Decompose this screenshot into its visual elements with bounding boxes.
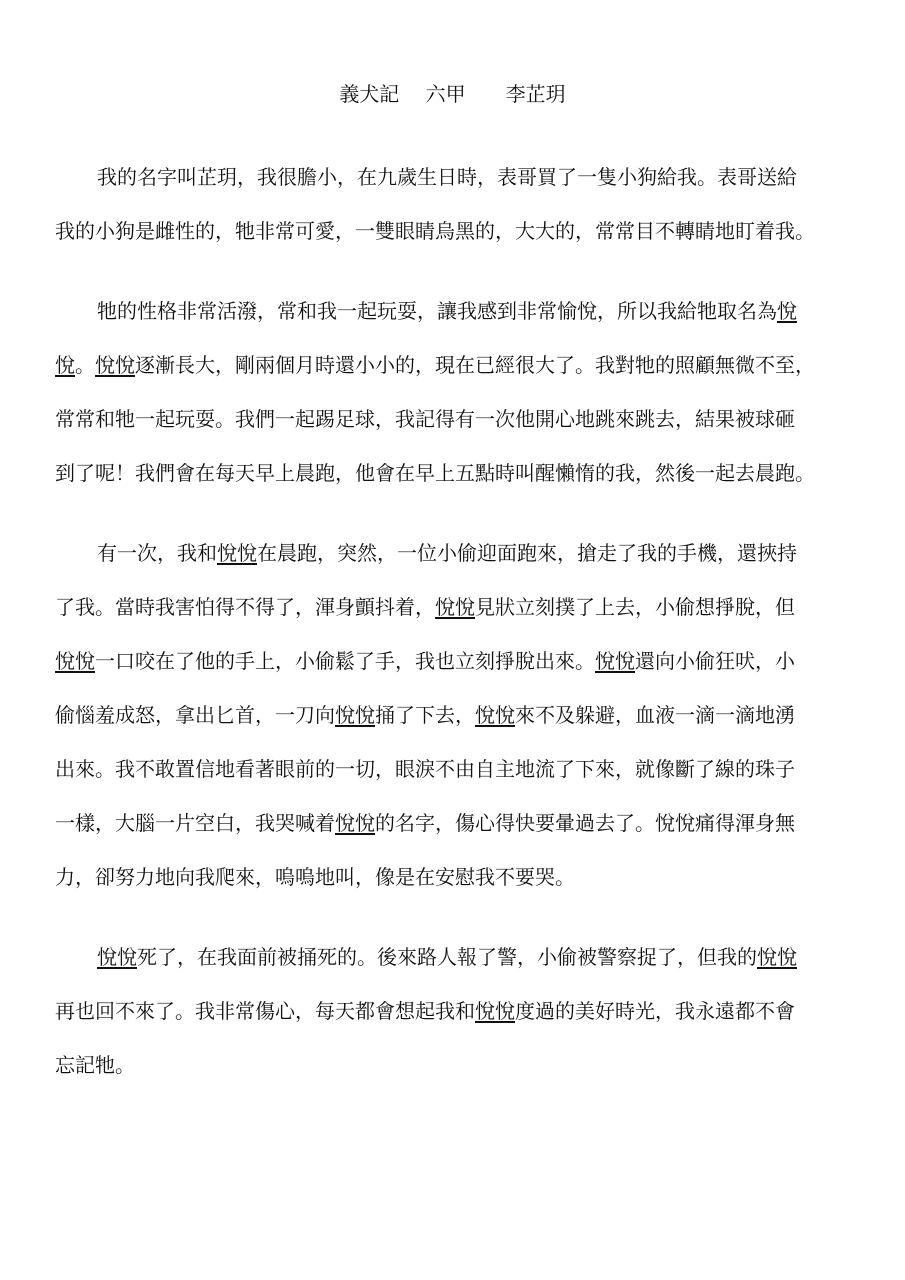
text-segment: 度過的美好時光，我永遠都不會 bbox=[515, 999, 795, 1023]
underlined-name: 悅悅 bbox=[475, 703, 515, 727]
underlined-name: 悅悅 bbox=[475, 999, 515, 1023]
text-segment: 逐漸長大，剛兩個月時還小小的，現在已經很大了。我對牠的照顧無微不至， bbox=[135, 353, 815, 377]
text-line bbox=[55, 338, 850, 392]
underlined-name: 悅悅 bbox=[335, 811, 375, 835]
text-line bbox=[55, 688, 850, 742]
text-line bbox=[55, 446, 850, 500]
text-line bbox=[55, 392, 850, 446]
text-segment: 一樣，大腦一片空白，我哭喊着 bbox=[55, 811, 335, 835]
underlined-name: 悅悅 bbox=[95, 353, 135, 377]
text-segment: 出來。我不敢置信地看著眼前的一切，眼淚不由自主地流了下來，就像斷了線的珠子 bbox=[55, 757, 795, 781]
text-segment: 力，卻努力地向我爬來，嗚嗚地叫，像是在安慰我不要哭。 bbox=[55, 865, 575, 889]
paragraph bbox=[55, 526, 850, 904]
underlined-name: 悅悅 bbox=[435, 595, 475, 619]
text-segment: 一口咬在了他的手上，小偷鬆了手，我也立刻掙脫出來。 bbox=[95, 649, 595, 673]
text-segment: 在晨跑，突然，一位小偷迎面跑來，搶走了我的手機，還挾持 bbox=[257, 541, 797, 565]
text-segment: 有一次，我和 bbox=[97, 541, 217, 565]
text-line bbox=[55, 580, 850, 634]
paragraph bbox=[55, 284, 850, 500]
text-line bbox=[55, 284, 850, 338]
text-segment: 還向小偷狂吠，小 bbox=[635, 649, 795, 673]
essay-body bbox=[55, 150, 850, 1118]
text-line bbox=[55, 1038, 850, 1092]
underlined-name: 悅悅 bbox=[97, 945, 137, 969]
text-segment: 到了呢！我們會在每天早上晨跑，他會在早上五點時叫醒懶惰的我，然後一起去晨跑。 bbox=[55, 461, 815, 485]
paragraph bbox=[55, 930, 850, 1092]
underlined-name: 悅悅 bbox=[335, 703, 375, 727]
underlined-name: 悅悅 bbox=[757, 945, 797, 969]
underlined-name: 悅 bbox=[55, 353, 75, 377]
text-line bbox=[55, 930, 850, 984]
text-line bbox=[55, 634, 850, 688]
text-segment: 牠的性格非常活潑，常和我一起玩耍，讓我感到非常愉悅，所以我給牠取名為 bbox=[97, 299, 777, 323]
text-segment: 死了，在我面前被捅死的。後來路人報了警，小偷被警察捉了，但我的 bbox=[137, 945, 757, 969]
text-segment: 常常和牠一起玩耍。我們一起踢足球，我記得有一次他開心地跳來跳去，結果被球砸 bbox=[55, 407, 795, 431]
text-line bbox=[55, 526, 850, 580]
text-segment: 再也回不來了。我非常傷心，每天都會想起我和 bbox=[55, 999, 475, 1023]
text-segment: 。 bbox=[75, 353, 95, 377]
underlined-name: 悅 bbox=[777, 299, 797, 323]
text-segment: 見狀立刻撲了上去，小偷想掙脫，但 bbox=[475, 595, 795, 619]
underlined-name: 悅悅 bbox=[595, 649, 635, 673]
text-segment: 了我。當時我害怕得不得了，渾身顫抖着， bbox=[55, 595, 435, 619]
text-line bbox=[55, 204, 850, 258]
text-segment: 捅了下去， bbox=[375, 703, 475, 727]
text-line bbox=[55, 150, 850, 204]
text-segment: 我的名字叫芷玥，我很膽小，在九歲生日時，表哥買了一隻小狗給我。表哥送給 bbox=[97, 165, 797, 189]
text-line bbox=[55, 984, 850, 1038]
underlined-name: 悅悅 bbox=[55, 649, 95, 673]
text-line bbox=[55, 850, 850, 904]
text-segment: 我的小狗是雌性的，牠非常可愛，一雙眼睛烏黑的，大大的，常常目不轉睛地盯着我。 bbox=[55, 219, 815, 243]
underlined-name: 悅悅 bbox=[217, 541, 257, 565]
text-line bbox=[55, 742, 850, 796]
text-line bbox=[55, 796, 850, 850]
paragraph bbox=[55, 150, 850, 258]
text-segment: 忘記牠。 bbox=[55, 1053, 135, 1077]
text-segment: 偷惱羞成怒，拿出匕首，一刀向 bbox=[55, 703, 335, 727]
page-title: 義犬記 六甲 李芷玥 bbox=[339, 82, 566, 106]
text-segment: 來不及躲避，血液一滴一滴地湧 bbox=[515, 703, 795, 727]
text-segment: 的名字，傷心得快要暈過去了。悅悅痛得渾身無 bbox=[375, 811, 795, 835]
